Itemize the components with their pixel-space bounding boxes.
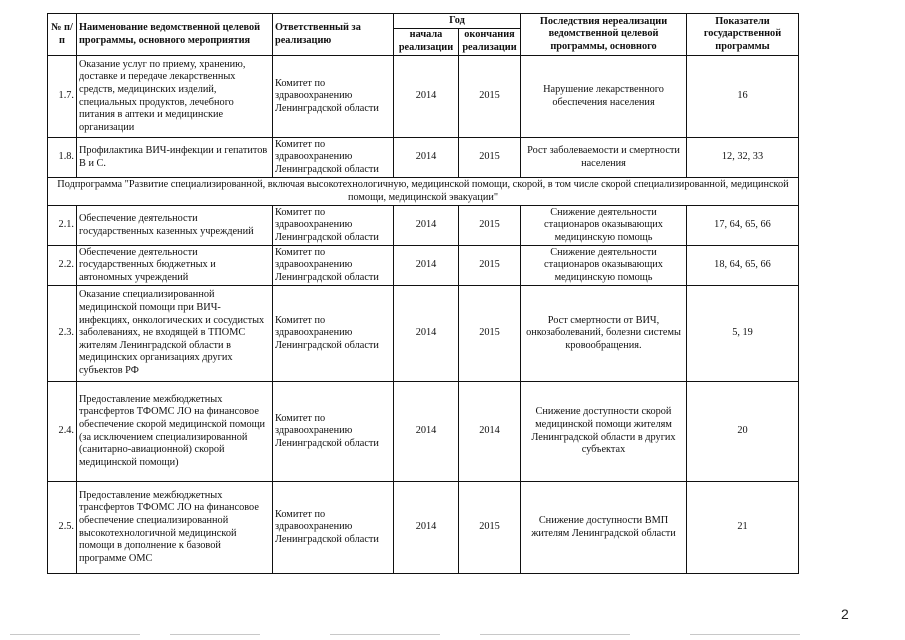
table-row bbox=[48, 138, 799, 178]
scan-edge-line bbox=[480, 634, 630, 635]
row-start-year: 2014 bbox=[394, 206, 459, 246]
row-responsible: Комитет по здравоохранению Ленинградской области bbox=[273, 138, 394, 178]
row-name: Предоставление межбюджетных трансфертов ТФОМС ЛО на финансовое обеспечение скорой медицинской помощи (за исключением специализированной (санитарно-авиационной) скорой медицинской помощи) bbox=[77, 382, 273, 482]
header-consequences: Последствия нереализации ведомственной целевой программы, основного bbox=[521, 14, 687, 56]
row-consequences: Нарушение лекарственного обеспечения населения bbox=[521, 56, 687, 138]
row-start-year: 2014 bbox=[394, 56, 459, 138]
row-indicators: 12, 32, 33 bbox=[687, 138, 799, 178]
row-responsible: Комитет по здравоохранению Ленинградской области bbox=[273, 482, 394, 574]
row-responsible: Комитет по здравоохранению Ленинградской области bbox=[273, 56, 394, 138]
row-name: Предоставление межбюджетных трансфертов ТФОМС ЛО на финансовое обеспечение специализированной высокотехнологичной медицинской помощи в дополнение к базовой программе ОМС bbox=[77, 482, 273, 574]
row-indicators: 17, 64, 65, 66 bbox=[687, 206, 799, 246]
row-start-year: 2014 bbox=[394, 382, 459, 482]
row-start-year: 2014 bbox=[394, 482, 459, 574]
row-number: 2.3. bbox=[48, 286, 77, 382]
scan-edge-line bbox=[10, 634, 140, 635]
row-responsible: Комитет по здравоохранению Ленинградской области bbox=[273, 246, 394, 286]
row-responsible: Комитет по здравоохранению Ленинградской области bbox=[273, 206, 394, 246]
header-responsible: Ответственный за реализацию bbox=[273, 14, 394, 56]
row-indicators: 5, 19 bbox=[687, 286, 799, 382]
row-responsible: Комитет по здравоохранению Ленинградской области bbox=[273, 382, 394, 482]
header-indicators: Показатели государственной программы bbox=[687, 14, 799, 56]
scan-edge-line bbox=[170, 634, 260, 635]
row-end-year: 2015 bbox=[459, 56, 521, 138]
row-name: Профилактика ВИЧ-инфекции и гепатитов В и С. bbox=[77, 138, 273, 178]
program-table bbox=[47, 13, 799, 574]
row-number: 1.7. bbox=[48, 56, 77, 138]
row-number: 2.4. bbox=[48, 382, 77, 482]
row-name: Оказание услуг по приему, хранению, доставке и передаче лекарственных средств, медицинских изделий, специальных продуктов, лечебного питания в аптеки и медицинские организации bbox=[77, 56, 273, 138]
scan-edge-line bbox=[330, 634, 440, 635]
row-consequences: Снижение деятельности стационаров оказывающих медицинскую помощь bbox=[521, 206, 687, 246]
row-consequences: Снижение деятельности стационаров оказывающих медицинскую помощь bbox=[521, 246, 687, 286]
row-name: Оказание специализированной медицинской помощи при ВИЧ-инфекциях, онкологических и сосудистых заболеваниях, не входящей в ТПОМС жителям Ленинградской области в медицинских организациях других субъектов РФ bbox=[77, 286, 273, 382]
row-start-year: 2014 bbox=[394, 138, 459, 178]
subprogram-row bbox=[48, 178, 799, 206]
header-num: № п/п bbox=[48, 14, 77, 56]
row-number: 2.1. bbox=[48, 206, 77, 246]
table-row bbox=[48, 286, 799, 382]
page-number: 2 bbox=[841, 606, 849, 622]
table-row bbox=[48, 246, 799, 286]
row-name: Обеспечение деятельности государственных бюджетных и автономных учреждений bbox=[77, 246, 273, 286]
row-end-year: 2014 bbox=[459, 382, 521, 482]
row-indicators: 16 bbox=[687, 56, 799, 138]
row-end-year: 2015 bbox=[459, 246, 521, 286]
table-row bbox=[48, 56, 799, 138]
table-row bbox=[48, 206, 799, 246]
row-end-year: 2015 bbox=[459, 286, 521, 382]
row-end-year: 2015 bbox=[459, 138, 521, 178]
row-end-year: 2015 bbox=[459, 482, 521, 574]
row-indicators: 21 bbox=[687, 482, 799, 574]
row-start-year: 2014 bbox=[394, 286, 459, 382]
row-name: Обеспечение деятельности государственных казенных учреждений bbox=[77, 206, 273, 246]
row-indicators: 18, 64, 65, 66 bbox=[687, 246, 799, 286]
row-number: 1.8. bbox=[48, 138, 77, 178]
row-start-year: 2014 bbox=[394, 246, 459, 286]
row-number: 2.2. bbox=[48, 246, 77, 286]
row-consequences: Рост заболеваемости и смертности населения bbox=[521, 138, 687, 178]
row-responsible: Комитет по здравоохранению Ленинградской области bbox=[273, 286, 394, 382]
row-consequences: Снижение доступности ВМП жителям Ленинградской области bbox=[521, 482, 687, 574]
header-name: Наименование ведомственной целевой программы, основного мероприятия bbox=[77, 14, 273, 56]
row-end-year: 2015 bbox=[459, 206, 521, 246]
row-indicators: 20 bbox=[687, 382, 799, 482]
table-row bbox=[48, 482, 799, 574]
table-row bbox=[48, 382, 799, 482]
row-consequences: Снижение доступности скорой медицинской помощи жителям Ленинградской области в других субъектах bbox=[521, 382, 687, 482]
subprogram-title: Подпрограмма "Развитие специализированной, включая высокотехнологичную, медицинской помощи, скорой, в том числе скорой специализированной, медицинской помощи, медицинской эвакуации" bbox=[48, 178, 799, 206]
row-consequences: Рост смертности от ВИЧ, онкозаболеваний, болезни системы кровообращения. bbox=[521, 286, 687, 382]
header-start: начала реализации bbox=[394, 29, 459, 56]
scan-edge-line bbox=[690, 634, 800, 635]
row-number: 2.5. bbox=[48, 482, 77, 574]
header-end: окончания реализации bbox=[459, 29, 521, 56]
header-year: Год bbox=[394, 14, 521, 29]
